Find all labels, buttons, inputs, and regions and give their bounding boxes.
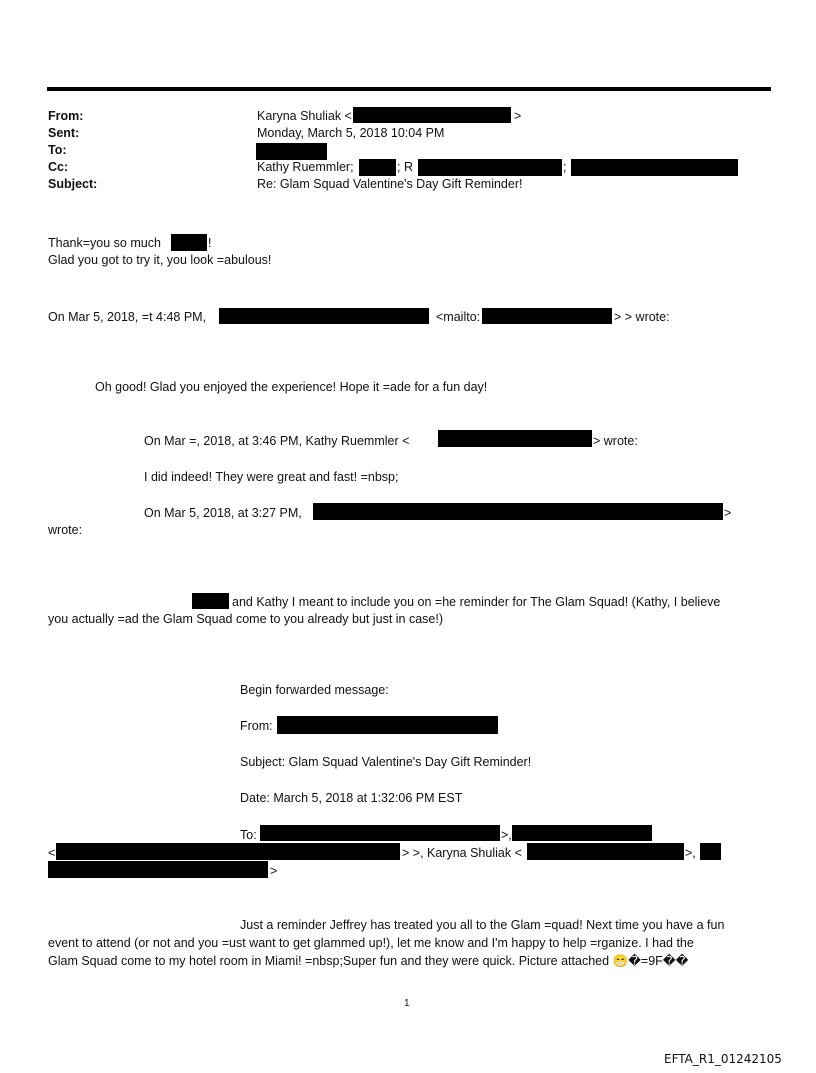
reply-line-1: Thank=you so much (48, 236, 161, 250)
redaction-box (48, 861, 268, 878)
from-label: From: (48, 109, 84, 123)
quote3-body-line-2: you actually =ad the Glam Squad come to you already but just in case!) (48, 612, 444, 626)
from-close: > (514, 109, 522, 123)
quote3-close: > (724, 506, 732, 520)
closing-line-1: Just a reminder Jeffrey has treated you all to the Glam =quad! Next time you have a fun (240, 918, 725, 932)
redaction-box (527, 843, 684, 860)
quote3-wrote: wrote: (48, 523, 83, 537)
forwarded-to-label: To: (240, 828, 257, 842)
redaction-box (56, 843, 400, 860)
subject-label: Subject: (48, 177, 98, 191)
redaction-box (260, 825, 500, 841)
cc-sep-1: ; R (397, 160, 413, 174)
redaction-box (418, 159, 562, 176)
header-rule (47, 87, 771, 91)
quote2-wrote: > wrote: (593, 434, 638, 448)
redaction-box (192, 593, 229, 609)
redaction-box (171, 234, 207, 251)
forwarded-to-sep-2: >, (685, 846, 696, 860)
quote3-body-line-1: and Kathy I meant to include you on =he reminder for The Glam Squad! (Kathy, I believe (232, 595, 721, 609)
forwarded-to-end: > (270, 864, 278, 878)
redaction-box (571, 159, 738, 176)
redaction-box (700, 843, 721, 860)
quote1-mailto: <mailto: (436, 310, 481, 324)
forwarded-to-open: < (48, 846, 56, 860)
quote1-body: Oh good! Glad you enjoyed the experience! Hope it =ade for a fun day! (95, 380, 488, 394)
forwarded-to-mid: > >, Karyna Shuliak < (402, 846, 522, 860)
sent-value: Monday, March 5, 2018 10:04 PM (257, 126, 445, 140)
quote1-attribution: On Mar 5, 2018, =t 4:48 PM, (48, 310, 207, 324)
page-number: 1 (404, 998, 410, 1009)
reply-line-2: Glad you got to try it, you look =abulous! (48, 253, 272, 267)
forwarded-subject: Subject: Glam Squad Valentine's Day Gift Reminder! (240, 755, 532, 769)
cc-value: Kathy Ruemmler; (257, 160, 354, 174)
to-label: To: (48, 143, 67, 157)
redaction-box (438, 430, 592, 447)
redaction-box (482, 308, 612, 324)
forwarded-date: Date: March 5, 2018 at 1:32:06 PM EST (240, 791, 463, 805)
redaction-box (256, 143, 327, 160)
quote3-attribution: On Mar 5, 2018, at 3:27 PM, (144, 506, 302, 520)
quote1-wrote: > > wrote: (614, 310, 670, 324)
redaction-box (512, 825, 652, 841)
document-id: EFTA_R1_01242105 (664, 1052, 782, 1066)
closing-line-2: event to attend (or not and you =ust want to get glammed up!), let me know and I'm happy to help =rganize. I had the (48, 936, 694, 950)
reply-line-1-end: ! (208, 236, 212, 250)
forwarded-begin: Begin forwarded message: (240, 683, 389, 697)
cc-label: Cc: (48, 160, 69, 174)
redaction-box (353, 107, 511, 123)
redaction-box (359, 159, 396, 176)
closing-line-3: Glam Squad come to my hotel room in Miami! =nbsp;Super fun and they were quick. Picture attached 😁�=9F�� (48, 954, 689, 968)
subject-value: Re: Glam Squad Valentine's Day Gift Reminder! (257, 177, 523, 191)
redaction-box (313, 503, 723, 520)
forwarded-from-label: From: (240, 719, 273, 733)
redaction-box (277, 716, 498, 734)
forwarded-to-sep-1: >, (501, 828, 512, 842)
redaction-box (219, 308, 429, 324)
quote2-attribution: On Mar =, 2018, at 3:46 PM, Kathy Ruemmler < (144, 434, 410, 448)
cc-sep-2: ; (563, 160, 567, 174)
quote2-body: I did indeed! They were great and fast! =nbsp; (144, 470, 399, 484)
sent-label: Sent: (48, 126, 80, 140)
from-value: Karyna Shuliak < (257, 109, 352, 123)
